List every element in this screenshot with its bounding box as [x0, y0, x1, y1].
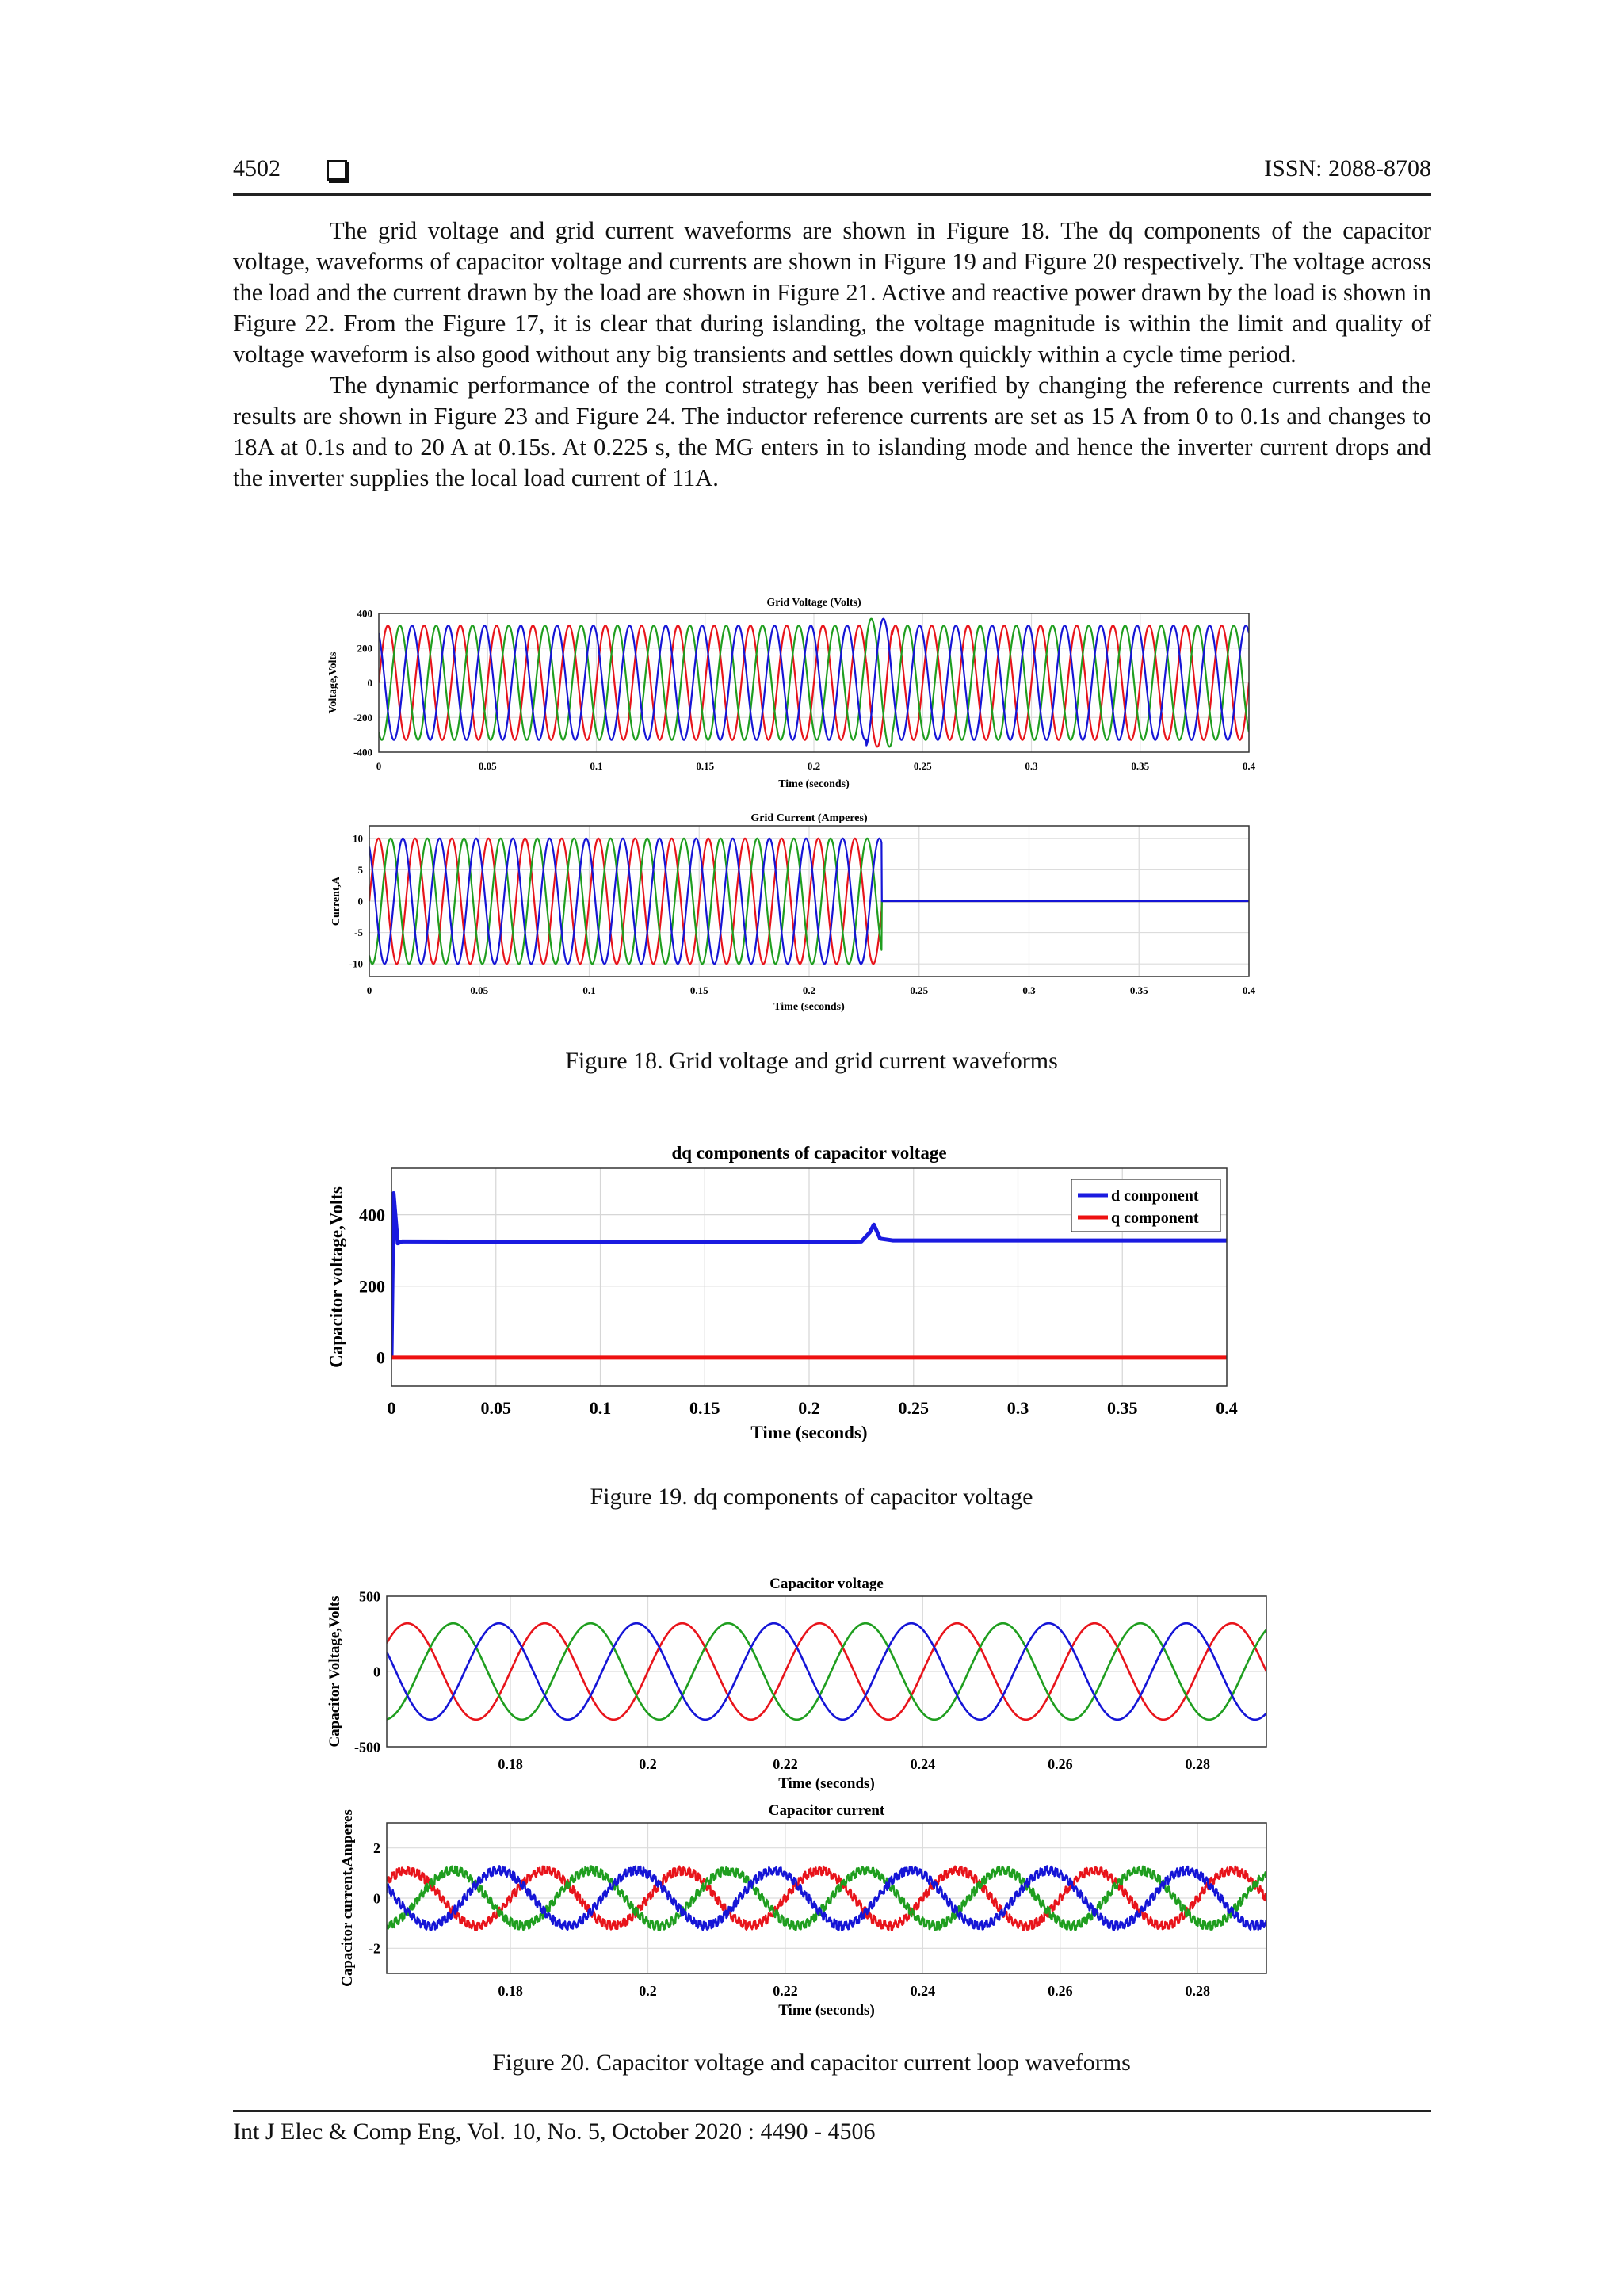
- x-tick-label: 0.15: [689, 1398, 720, 1418]
- y-tick-label: 0: [373, 1664, 380, 1680]
- x-tick-label: 0.25: [898, 1398, 929, 1418]
- y-tick-label: 0: [373, 1890, 380, 1907]
- figure-18: [0, 586, 1623, 1030]
- y-tick-label: 2: [373, 1839, 380, 1856]
- x-tick-label: 0.2: [802, 984, 816, 996]
- figure-20: [0, 1565, 1623, 2025]
- y-tick-label: 0: [367, 677, 372, 690]
- legend-label: q component: [1111, 1209, 1199, 1227]
- x-tick-label: 0.15: [689, 984, 708, 996]
- figure-18-caption: Figure 18. Grid voltage and grid current waveforms: [565, 1048, 1058, 1074]
- y-axis-label: Capacitor voltage,Volts: [327, 1186, 346, 1368]
- y-tick-label: 5: [357, 863, 363, 876]
- x-tick-label: 0.05: [480, 1398, 511, 1418]
- y-tick-label: 400: [357, 607, 372, 620]
- chart-title: Grid Current (Amperes): [750, 812, 868, 824]
- square-bullet-icon: [327, 160, 347, 181]
- x-tick-label: 0: [366, 984, 372, 996]
- x-tick-label: 0.1: [582, 984, 596, 996]
- x-tick-label: 0.28: [1185, 1983, 1211, 1999]
- x-tick-label: 0.2: [639, 1983, 657, 1999]
- x-tick-label: 0.3: [1025, 760, 1038, 772]
- x-tick-label: 0.26: [1048, 1983, 1073, 1999]
- chart-title: Capacitor current: [768, 1802, 885, 1819]
- figure-20-caption: Figure 20. Capacitor voltage and capacitor current loop waveforms: [492, 2050, 1131, 2076]
- x-tick-label: 0.35: [1129, 984, 1148, 996]
- x-tick-label: 0.25: [910, 984, 929, 996]
- x-tick-label: 0.18: [498, 1756, 523, 1772]
- paragraph-2: The dynamic performance of the control strategy has been verified by changing the reference currents and the results are shown in Figure 23 and Figure 24. The inductor reference currents are set as 15 A from 0 to 0.1s and changes to 18A at 0.1s and to 20 A at 0.15s. At 0.225 s, the MG enters in to islanding mode and hence the inverter current drops and the inverter supplies the local load current of 11A.: [233, 372, 1431, 491]
- page-number: 4502: [233, 155, 281, 181]
- figure-19-caption: Figure 19. dq components of capacitor voltage: [590, 1484, 1033, 1510]
- legend-label: d component: [1111, 1187, 1199, 1205]
- x-tick-label: 0.24: [910, 1756, 936, 1772]
- x-tick-label: 0.35: [1107, 1398, 1138, 1418]
- y-tick-label: 400: [359, 1205, 385, 1225]
- y-tick-label: 0: [376, 1347, 385, 1368]
- x-tick-label: 0.26: [1048, 1756, 1073, 1772]
- y-axis-label: Voltage,Volts: [327, 651, 339, 714]
- y-tick-label: -5: [354, 926, 363, 939]
- y-tick-label: -2: [369, 1940, 380, 1957]
- y-axis-label: Current,A: [330, 876, 342, 926]
- paragraph-1: The grid voltage and grid current waveforms are shown in Figure 18. The dq components of the capacitor voltage, waveforms of capacitor voltage and currents are shown in Figure 19 and Figure 20 respectively. The voltage across the load and the current drawn by the load are shown in Figure 21. Active and reactive power drawn by the load is shown in Figure 22. From the Figure 17, it is clear that during islanding, the voltage magnitude is within the limit and quality of voltage waveform is also good without any big transients and settles down quickly within a cycle time period.: [233, 217, 1431, 368]
- x-tick-label: 0.05: [478, 760, 497, 772]
- y-tick-label: -400: [353, 746, 372, 758]
- x-tick-label: 0.4: [1242, 760, 1256, 772]
- x-axis-label: Time (seconds): [778, 778, 850, 790]
- y-tick-label: 0: [357, 895, 363, 907]
- x-axis-label: Time (seconds): [778, 2002, 875, 2019]
- x-tick-label: 0.1: [589, 1398, 612, 1418]
- x-tick-label: 0.3: [1022, 984, 1036, 996]
- x-tick-label: 0: [387, 1398, 396, 1418]
- y-axis-label: Capacitor Voltage,Volts: [327, 1595, 343, 1748]
- x-tick-label: 0.4: [1216, 1398, 1238, 1418]
- chart-title: Grid Voltage (Volts): [766, 597, 861, 609]
- x-tick-label: 0.35: [1131, 760, 1150, 772]
- x-tick-label: 0.2: [639, 1756, 657, 1772]
- y-tick-label: -200: [353, 711, 372, 724]
- y-tick-label: 10: [353, 832, 363, 845]
- x-tick-label: 0.24: [910, 1983, 936, 1999]
- x-axis-label: Time (seconds): [778, 1775, 875, 1792]
- x-tick-label: 0.4: [1242, 984, 1256, 996]
- x-tick-label: 0.2: [798, 1398, 820, 1418]
- x-axis-label: Time (seconds): [750, 1423, 868, 1442]
- y-axis-label: Capacitor current,Amperes: [339, 1809, 356, 1987]
- page-footer: Int J Elec & Comp Eng, Vol. 10, No. 5, October 2020 : 4490 - 4506: [233, 2110, 1431, 2145]
- figure-19: [0, 1133, 1623, 1466]
- x-tick-label: 0.05: [470, 984, 489, 996]
- x-tick-label: 0.22: [773, 1756, 798, 1772]
- x-tick-label: 0.1: [590, 760, 603, 772]
- y-tick-label: -10: [349, 957, 363, 970]
- x-tick-label: 0.15: [696, 760, 715, 772]
- x-tick-label: 0.3: [1006, 1398, 1029, 1418]
- x-axis-label: Time (seconds): [773, 1001, 845, 1013]
- chart-title: dq components of capacitor voltage: [671, 1143, 947, 1163]
- x-tick-label: 0.22: [773, 1983, 798, 1999]
- y-tick-label: 200: [357, 642, 372, 655]
- body-text: [233, 216, 1431, 494]
- page-header: [233, 155, 1431, 196]
- x-tick-label: 0.28: [1185, 1756, 1211, 1772]
- chart-title: Capacitor voltage: [769, 1576, 884, 1592]
- x-tick-label: 0: [376, 760, 382, 772]
- x-tick-label: 0.25: [913, 760, 932, 772]
- y-tick-label: 500: [359, 1588, 380, 1605]
- y-tick-label: -500: [354, 1739, 380, 1755]
- y-tick-label: 200: [359, 1276, 385, 1297]
- x-tick-label: 0.2: [807, 760, 821, 772]
- issn: ISSN: 2088-8708: [1264, 155, 1431, 181]
- x-tick-label: 0.18: [498, 1983, 523, 1999]
